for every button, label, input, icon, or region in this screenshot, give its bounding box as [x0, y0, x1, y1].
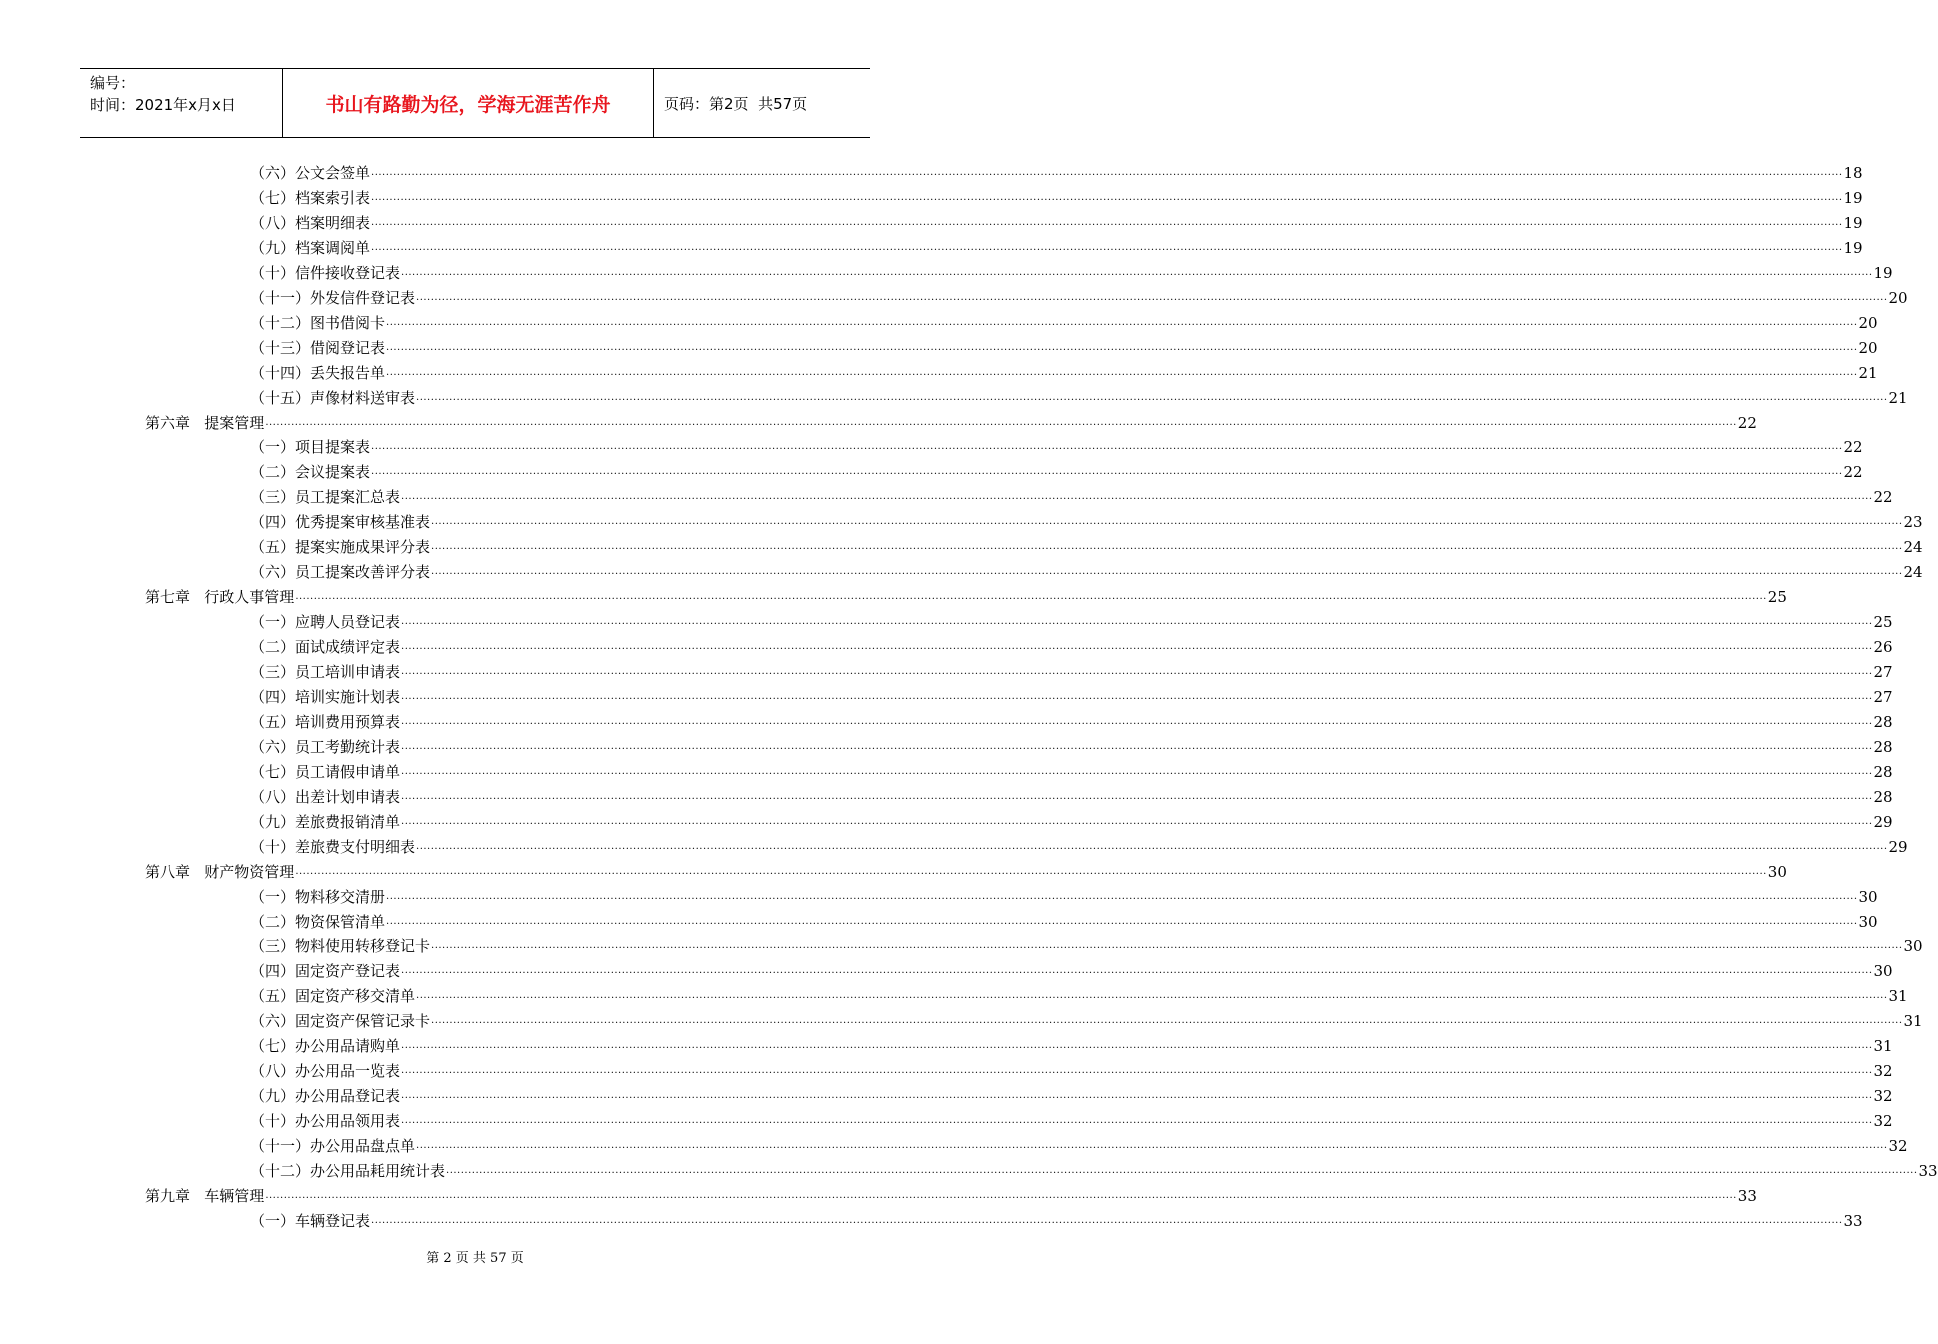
toc-entry-page: 31 [1873, 1037, 1893, 1056]
toc-entry-page: 32 [1873, 1112, 1893, 1131]
toc-entry-page: 22 [1843, 438, 1863, 457]
toc-dot-leader: ................................................................................................................................................................................................................................................................................................................................................................................................................ [371, 191, 1843, 203]
toc-entry-page: 30 [1858, 912, 1878, 931]
toc-entry[interactable] [250, 783, 1893, 807]
toc-entry-page: 29 [1888, 837, 1908, 856]
toc-entry-title: （三）员工培训申请表 [250, 663, 401, 681]
toc-entry-page: 22 [1873, 488, 1893, 507]
toc-entry[interactable] [250, 608, 1893, 632]
toc-entry[interactable] [250, 1207, 1863, 1231]
toc-entry-title: （五）提案实施成果评分表 [250, 538, 431, 557]
toc-entry-title: （十四）丢失报告单 [250, 363, 386, 382]
toc-entry-title: （三）物料使用转移登记卡 [250, 937, 431, 956]
toc-chapter-entry[interactable] [145, 858, 1787, 882]
toc-entry[interactable] [250, 1032, 1893, 1056]
toc-entry-page: 33 [1918, 1162, 1938, 1180]
toc-entry-title: 第九章 车辆管理 [145, 1186, 265, 1205]
toc-entry-title: （十）办公用品领用表 [250, 1112, 401, 1131]
toc-entry-page: 28 [1873, 737, 1893, 756]
toc-entry-page: 20 [1858, 338, 1878, 357]
toc-entry-page: 29 [1873, 812, 1893, 831]
page-footer [0, 1247, 950, 1266]
toc-entry[interactable] [250, 733, 1893, 757]
toc-entry-title: （二）面试成绩评定表 [250, 638, 401, 657]
toc-entry[interactable] [250, 558, 1923, 582]
toc-entry-title: 第六章 提案管理 [145, 413, 265, 432]
toc-entry-title: （三）员工提案汇总表 [250, 488, 401, 507]
toc-entry-title: （九）办公用品登记表 [250, 1087, 401, 1106]
toc-entry-page: 32 [1873, 1087, 1893, 1106]
toc-entry[interactable] [250, 908, 1878, 932]
toc-entry[interactable] [250, 234, 1863, 258]
toc-dot-leader: ................................................................................................................................................................................................................................................................................................................................................................................................................ [386, 341, 1858, 353]
toc-entry-page: 25 [1873, 613, 1893, 632]
toc-entry-title: （十二）图书借阅卡 [250, 313, 386, 332]
toc-entry[interactable] [250, 159, 1863, 183]
toc-entry-title: （八）出差计划申请表 [250, 787, 401, 806]
toc-entry-page: 28 [1873, 762, 1893, 781]
toc-entry[interactable] [250, 1132, 1908, 1156]
toc-entry-page: 27 [1873, 687, 1893, 706]
toc-entry-page: 19 [1873, 263, 1893, 282]
toc-entry-title: （九）差旅费报销清单 [250, 812, 401, 831]
header-page-info [654, 69, 870, 137]
toc-dot-leader: ................................................................................................................................................................................................................................................................................................................................................................................................................ [386, 316, 1858, 328]
toc-dot-leader: ................................................................................................................................................................................................................................................................................................................................................................................................................ [431, 516, 1903, 528]
number-label: 编号： [90, 74, 136, 92]
toc-entry[interactable] [250, 1082, 1893, 1106]
toc-entry[interactable] [250, 808, 1893, 832]
toc-entry-page: 19 [1843, 238, 1863, 257]
toc-dot-leader: ................................................................................................................................................................................................................................................................................................................................................................................................................ [386, 366, 1858, 378]
toc-entry[interactable] [250, 683, 1893, 707]
toc-entry-title: （一）车辆登记表 [250, 1211, 371, 1230]
toc-entry-title: （十）信件接收登记表 [250, 263, 401, 282]
toc-entry[interactable] [250, 384, 1908, 408]
toc-chapter-entry[interactable] [145, 409, 1757, 433]
toc-dot-leader: ................................................................................................................................................................................................................................................................................................................................................................................................................ [265, 416, 1737, 428]
toc-dot-leader: ................................................................................................................................................................................................................................................................................................................................................................................................................ [401, 765, 1873, 777]
toc-dot-leader: ................................................................................................................................................................................................................................................................................................................................................................................................................ [401, 965, 1873, 977]
time-label: 时间：2021年x月x日 [90, 96, 236, 114]
toc-dot-leader: ................................................................................................................................................................................................................................................................................................................................................................................................................ [265, 1189, 1737, 1201]
toc-dot-leader: ................................................................................................................................................................................................................................................................................................................................................................................................................ [431, 940, 1903, 952]
toc-dot-leader: ................................................................................................................................................................................................................................................................................................................................................................................................................ [401, 1065, 1873, 1077]
toc-entry-title: （一）应聘人员登记表 [250, 613, 401, 632]
toc-entry[interactable] [250, 483, 1893, 507]
toc-entry-title: （十一）办公用品盘点单 [250, 1137, 416, 1156]
toc-entry-page: 19 [1843, 188, 1863, 207]
toc-entry-page: 28 [1873, 712, 1893, 731]
toc-entry[interactable] [250, 633, 1893, 657]
toc-dot-leader: ................................................................................................................................................................................................................................................................................................................................................................................................................ [401, 641, 1873, 653]
toc-dot-leader: ................................................................................................................................................................................................................................................................................................................................................................................................................ [401, 491, 1873, 503]
toc-entry[interactable] [250, 184, 1863, 208]
toc-chapter-entry[interactable] [145, 583, 1787, 607]
toc-entry[interactable] [250, 982, 1908, 1006]
toc-dot-leader: ................................................................................................................................................................................................................................................................................................................................................................................................................ [416, 990, 1888, 1002]
toc-entry-page: 30 [1767, 862, 1787, 881]
toc-dot-leader: ................................................................................................................................................................................................................................................................................................................................................................................................................ [401, 690, 1873, 702]
toc-dot-leader: ................................................................................................................................................................................................................................................................................................................................................................................................................ [295, 865, 1767, 877]
toc-entry[interactable] [250, 334, 1878, 358]
toc-entry[interactable] [250, 508, 1923, 532]
toc-dot-leader: ................................................................................................................................................................................................................................................................................................................................................................................................................ [416, 291, 1888, 303]
toc-entry-title: （四）优秀提案审核基准表 [250, 513, 431, 532]
toc-dot-leader: ................................................................................................................................................................................................................................................................................................................................................................................................................ [431, 541, 1903, 553]
toc-entry-page: 22 [1737, 413, 1757, 432]
toc-entry[interactable] [250, 708, 1893, 732]
toc-entry-page: 28 [1873, 787, 1893, 806]
toc-entry-title: （二）会议提案表 [250, 463, 371, 482]
toc-entry[interactable] [250, 1157, 1938, 1181]
toc-entry[interactable] [250, 758, 1893, 782]
toc-entry[interactable] [250, 359, 1878, 383]
toc-dot-leader: ................................................................................................................................................................................................................................................................................................................................................................................................................ [371, 1214, 1843, 1226]
toc-entry[interactable] [250, 932, 1923, 956]
toc-entry-page: 30 [1858, 887, 1878, 906]
footer-page-number: 第 2 页 共 57 页 [426, 1251, 524, 1266]
toc-entry-page: 30 [1873, 962, 1893, 981]
toc-entry-page: 32 [1888, 1137, 1908, 1156]
toc-entry-page: 32 [1873, 1062, 1893, 1081]
toc-entry-title: （七）档案索引表 [250, 188, 371, 207]
toc-entry-title: （九）档案调阅单 [250, 238, 371, 257]
toc-entry-title: （一）项目提案表 [250, 438, 371, 457]
toc-entry-page: 33 [1843, 1211, 1863, 1230]
toc-dot-leader: ................................................................................................................................................................................................................................................................................................................................................................................................................ [295, 591, 1767, 603]
toc-entry[interactable] [250, 1057, 1893, 1081]
toc-dot-leader: ................................................................................................................................................................................................................................................................................................................................................................................................................ [401, 815, 1873, 827]
toc-entry-page: 31 [1888, 987, 1908, 1006]
page-header [80, 68, 870, 138]
toc-dot-leader: ................................................................................................................................................................................................................................................................................................................................................................................................................ [401, 715, 1873, 727]
toc-entry-page: 24 [1903, 563, 1923, 582]
header-meta [80, 69, 282, 137]
toc-chapter-entry[interactable] [145, 1182, 1757, 1206]
toc-dot-leader: ................................................................................................................................................................................................................................................................................................................................................................................................................ [401, 1040, 1873, 1052]
toc-dot-leader: ................................................................................................................................................................................................................................................................................................................................................................................................................ [371, 216, 1843, 228]
toc-dot-leader: ................................................................................................................................................................................................................................................................................................................................................................................................................ [416, 1140, 1888, 1152]
toc-entry-page: 31 [1903, 1012, 1923, 1031]
header-motto: 书山有路勤为径，学海无涯苦作舟 [282, 69, 654, 137]
toc-entry-page: 22 [1843, 463, 1863, 482]
toc-entry-title: （六）员工考勤统计表 [250, 737, 401, 756]
toc-entry[interactable] [250, 284, 1908, 308]
toc-dot-leader: ................................................................................................................................................................................................................................................................................................................................................................................................................ [401, 1115, 1873, 1127]
toc-entry[interactable] [250, 533, 1923, 557]
toc-entry-title: 第七章 行政人事管理 [145, 588, 295, 607]
toc-entry-title: （十三）借阅登记表 [250, 338, 386, 357]
toc-entry-page: 21 [1888, 388, 1908, 407]
toc-dot-leader: ................................................................................................................................................................................................................................................................................................................................................................................................................ [371, 466, 1843, 478]
toc-entry-title: （六）员工提案改善评分表 [250, 563, 431, 582]
toc-entry[interactable] [250, 883, 1878, 907]
toc-entry-title: （七）员工请假申请单 [250, 762, 401, 781]
toc-entry[interactable] [250, 433, 1863, 457]
toc-entry[interactable] [250, 309, 1878, 333]
toc-dot-leader: ................................................................................................................................................................................................................................................................................................................................................................................................................ [401, 740, 1873, 752]
toc-dot-leader: ................................................................................................................................................................................................................................................................................................................................................................................................................ [401, 616, 1873, 628]
toc-entry-title: （十五）声像材料送审表 [250, 388, 416, 407]
toc-entry-page: 25 [1767, 588, 1787, 607]
toc-entry-title: （十）差旅费支付明细表 [250, 837, 416, 856]
toc-dot-leader: ................................................................................................................................................................................................................................................................................................................................................................................................................ [401, 266, 1873, 278]
toc-entry-title: 第八章 财产物资管理 [145, 862, 295, 881]
page-info-text: 页码：第2页 共57页 [664, 94, 808, 113]
toc-entry-page: 20 [1858, 313, 1878, 332]
toc-dot-leader: ................................................................................................................................................................................................................................................................................................................................................................................................................ [416, 391, 1888, 403]
toc-entry-page: 30 [1903, 937, 1923, 956]
toc-dot-leader: ................................................................................................................................................................................................................................................................................................................................................................................................................ [446, 1165, 1918, 1176]
toc-entry-page: 20 [1888, 288, 1908, 307]
toc-entry[interactable] [250, 833, 1908, 857]
toc-entry-page: 33 [1737, 1186, 1757, 1205]
toc-dot-leader: ................................................................................................................................................................................................................................................................................................................................................................................................................ [371, 441, 1843, 453]
toc-dot-leader: ................................................................................................................................................................................................................................................................................................................................................................................................................ [371, 241, 1843, 253]
toc-entry-title: （五）培训费用预算表 [250, 712, 401, 731]
toc-entry-title: （十二）办公用品耗用统计表 [250, 1162, 446, 1180]
toc-entry-title: （八）办公用品一览表 [250, 1062, 401, 1081]
toc-dot-leader: ................................................................................................................................................................................................................................................................................................................................................................................................................ [431, 1015, 1903, 1027]
toc-entry-title: （十一）外发信件登记表 [250, 288, 416, 307]
toc-entry-title: （四）培训实施计划表 [250, 687, 401, 706]
toc-entry[interactable] [250, 957, 1893, 981]
toc-entry-title: （四）固定资产登记表 [250, 962, 401, 981]
toc-entry[interactable] [250, 458, 1863, 482]
toc-dot-leader: ................................................................................................................................................................................................................................................................................................................................................................................................................ [416, 840, 1888, 852]
toc-entry-title: （五）固定资产移交清单 [250, 987, 416, 1006]
toc-entry-title: （八）档案明细表 [250, 213, 371, 232]
toc-entry[interactable] [250, 658, 1893, 682]
toc-entry-page: 26 [1873, 638, 1893, 657]
toc-entry-title: （一）物料移交清册 [250, 887, 386, 906]
toc-entry[interactable] [250, 209, 1863, 233]
toc-dot-leader: ................................................................................................................................................................................................................................................................................................................................................................................................................ [431, 566, 1903, 578]
toc-entry-title: （六）固定资产保管记录卡 [250, 1012, 431, 1031]
toc-dot-leader: ................................................................................................................................................................................................................................................................................................................................................................................................................ [401, 666, 1873, 677]
toc-entry[interactable] [250, 259, 1893, 283]
toc-entry-page: 27 [1873, 663, 1893, 681]
toc-dot-leader: ................................................................................................................................................................................................................................................................................................................................................................................................................ [386, 890, 1858, 902]
toc-entry-title: （六）公文会签单 [250, 164, 371, 182]
toc-entry-page: 24 [1903, 538, 1923, 557]
toc-entry[interactable] [250, 1007, 1923, 1031]
toc-dot-leader: ................................................................................................................................................................................................................................................................................................................................................................................................................ [371, 167, 1843, 178]
toc-entry-page: 18 [1843, 164, 1863, 182]
toc-dot-leader: ................................................................................................................................................................................................................................................................................................................................................................................................................ [401, 1090, 1873, 1102]
toc-dot-leader: ................................................................................................................................................................................................................................................................................................................................................................................................................ [401, 790, 1873, 802]
toc-entry-page: 23 [1903, 513, 1923, 532]
toc-entry-page: 19 [1843, 213, 1863, 232]
toc-entry-title: （二）物资保管清单 [250, 912, 386, 931]
toc-dot-leader: ................................................................................................................................................................................................................................................................................................................................................................................................................ [386, 915, 1858, 927]
toc-entry[interactable] [250, 1107, 1893, 1131]
toc-entry-page: 21 [1858, 363, 1878, 382]
toc-entry-title: （七）办公用品请购单 [250, 1037, 401, 1056]
